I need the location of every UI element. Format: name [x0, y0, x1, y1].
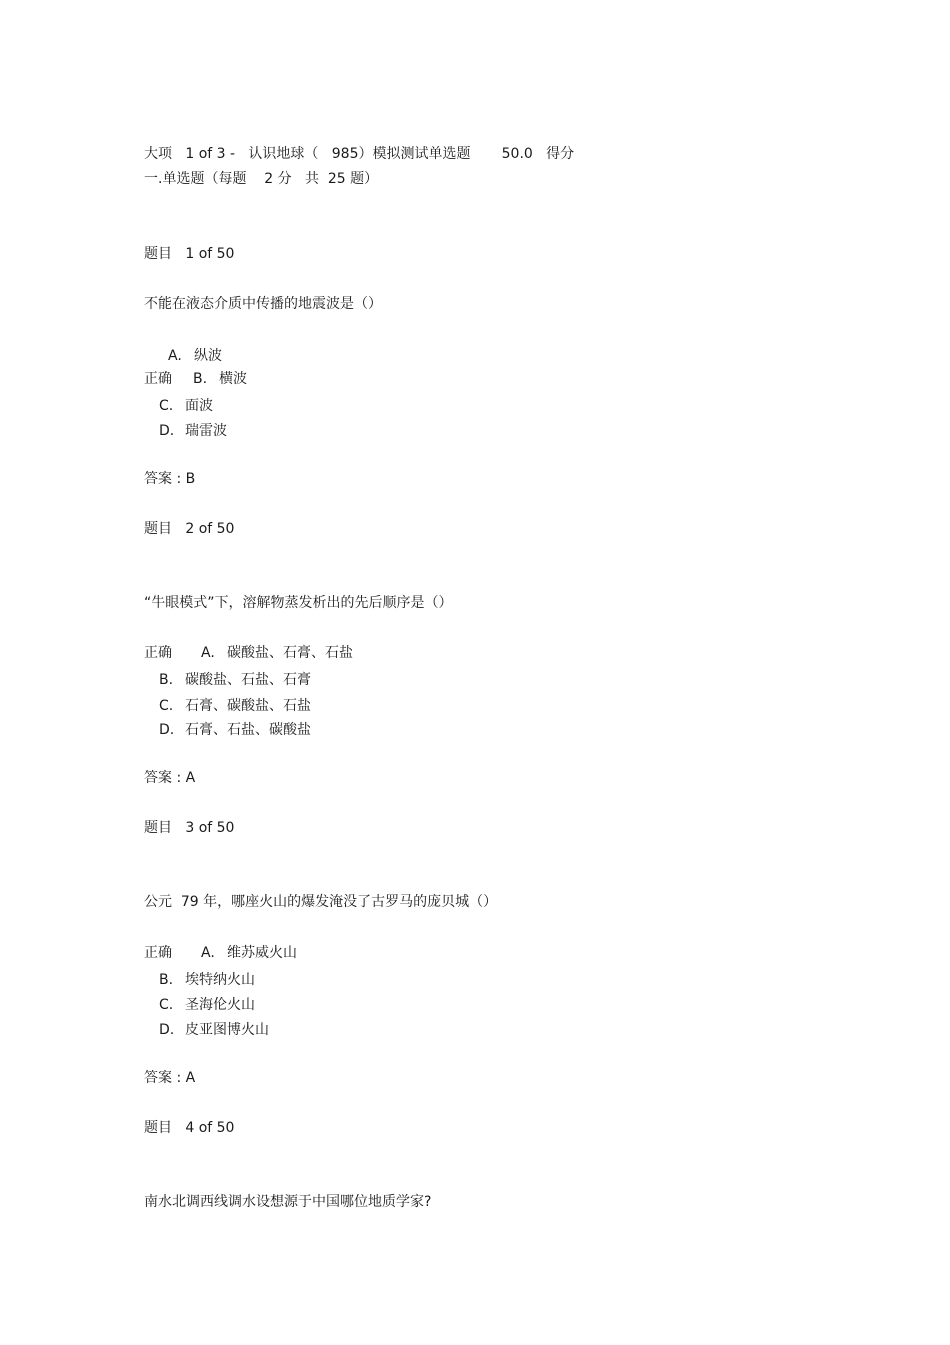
option-text: 碳酸盐、石盐、石膏 [185, 672, 311, 688]
answer-line [144, 470, 195, 488]
question-text: “牛眼模式”下，溶解物蒸发析出的先后顺序是（） [144, 595, 453, 611]
option-letter: B. [193, 371, 208, 387]
option-b[interactable] [193, 370, 247, 388]
option-letter: B. [159, 972, 174, 988]
correct-marker: 正确 [144, 945, 172, 961]
option-c[interactable] [159, 397, 213, 415]
option-text: 维苏威火山 [227, 945, 297, 961]
option-letter: C. [159, 698, 174, 714]
option-letter: A. [201, 945, 215, 961]
option-letter: C. [159, 997, 174, 1013]
option-a[interactable] [201, 644, 353, 662]
answer-value: A [185, 770, 196, 786]
answer-line [144, 1069, 195, 1087]
option-text: 瑞雷波 [185, 423, 227, 439]
option-text: 圣海伦火山 [185, 997, 255, 1013]
answer-value: A [185, 1070, 196, 1086]
option-c[interactable] [159, 996, 255, 1014]
section-subheader: 一.单选题（每题 2 分 共 25 题） [144, 171, 379, 187]
option-d[interactable] [159, 721, 311, 739]
section-header: 大项 1 of 3 - 认识地球（ 985）模拟测试单选题 50.0 得分 [144, 146, 575, 162]
option-c[interactable] [159, 697, 311, 715]
option-text: 纵波 [194, 348, 222, 364]
option-text: 石膏、碳酸盐、石盐 [185, 698, 311, 714]
correct-marker: 正确 [144, 371, 172, 387]
question-header: 题目 2 of 50 [144, 521, 235, 537]
option-letter: D. [159, 1022, 175, 1038]
option-b[interactable] [159, 971, 255, 989]
option-text: 皮亚图博火山 [185, 1022, 269, 1038]
answer-line [144, 769, 195, 787]
option-a[interactable] [168, 347, 222, 365]
option-d[interactable] [159, 422, 227, 440]
answer-label: 答案 : [144, 471, 186, 487]
option-letter: D. [159, 423, 175, 439]
question-text: 南水北调西线调水设想源于中国哪位地质学家? [144, 1194, 432, 1210]
question-text: 不能在液态介质中传播的地震波是（） [144, 296, 382, 312]
answer-label: 答案 : [144, 770, 186, 786]
question-header: 题目 1 of 50 [144, 246, 235, 262]
option-letter: A. [201, 645, 215, 661]
option-b[interactable] [159, 671, 311, 689]
question-text: 公元 79 年，哪座火山的爆发淹没了古罗马的庞贝城（） [144, 894, 498, 910]
answer-label: 答案 : [144, 1070, 186, 1086]
answer-value: B [185, 471, 196, 487]
option-letter: A. [168, 348, 182, 364]
option-text: 埃特纳火山 [185, 972, 255, 988]
question-header: 题目 4 of 50 [144, 1120, 235, 1136]
question-header: 题目 3 of 50 [144, 820, 235, 836]
option-text: 横波 [219, 371, 247, 387]
option-letter: B. [159, 672, 174, 688]
option-text: 石膏、石盐、碳酸盐 [185, 722, 311, 738]
option-text: 面波 [185, 398, 213, 414]
option-text: 碳酸盐、石膏、石盐 [227, 645, 353, 661]
option-letter: C. [159, 398, 174, 414]
option-a[interactable] [201, 944, 297, 962]
option-letter: D. [159, 722, 175, 738]
correct-marker: 正确 [144, 645, 172, 661]
option-d[interactable] [159, 1021, 269, 1039]
